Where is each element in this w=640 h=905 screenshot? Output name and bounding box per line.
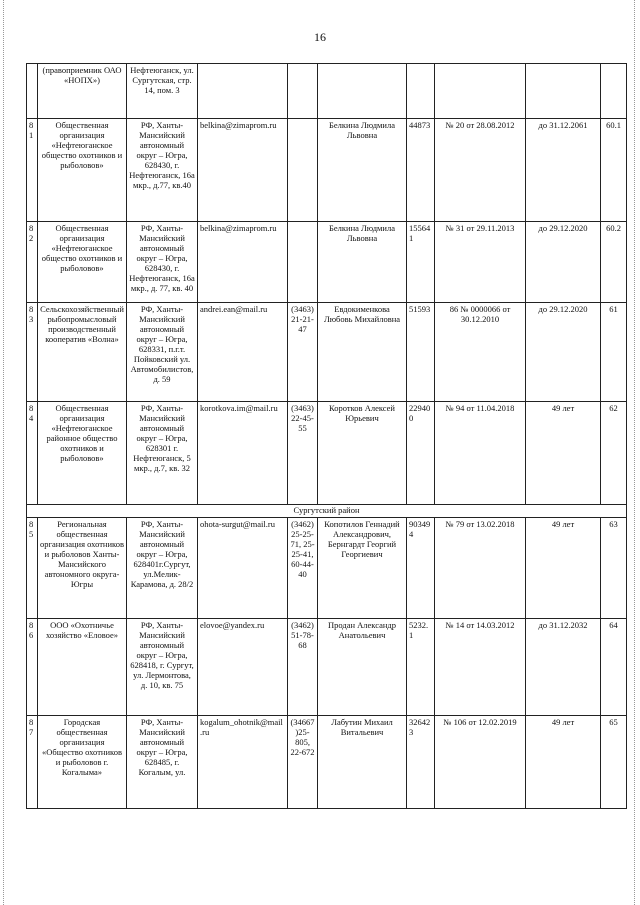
row-number-cell: 85: [27, 518, 38, 619]
legal-address-cell: Нефтеюганск, ул. Сургутская, стр. 14, пом. 3: [127, 64, 198, 119]
area-hectares-cell: 155641: [407, 222, 435, 303]
phone-cell: [288, 222, 318, 303]
table-row: [27, 518, 627, 619]
section-header-group: [27, 505, 627, 518]
left-edge-scan-line: [3, 0, 4, 905]
table-row: [27, 64, 627, 119]
table-body-after-section: [27, 518, 627, 809]
phone-cell: [288, 64, 318, 119]
phone-cell: (3463)21-21-47: [288, 303, 318, 402]
page-number: 16: [314, 30, 326, 44]
row-number-cell: 86: [27, 619, 38, 716]
area-hectares-cell: 326423: [407, 716, 435, 809]
right-edge-scan-line: [634, 0, 635, 905]
director-name-cell: Коротков Алексей Юрьевич: [318, 402, 407, 505]
agreement-term-cell: [526, 64, 601, 119]
section-row: [27, 505, 627, 518]
agreement-number-date-cell: [435, 64, 526, 119]
agreement-term-cell: до 29.12.2020: [526, 303, 601, 402]
organization-name-cell: Общественная организация «Нефтеюганское общество охотников и рыболовов»: [38, 222, 127, 303]
legal-address-cell: РФ, Ханты-Мансийский автономный округ – Югра, 628418, г. Сургут, ул. Лермонтова, д. 10, кв. 75: [127, 619, 198, 716]
phone-cell: (3462) 25-25-71, 25-25-41, 60-44-40: [288, 518, 318, 619]
table-row: [27, 716, 627, 809]
row-number-cell: 82: [27, 222, 38, 303]
legal-address-cell: РФ, Ханты-Мансийский автономный округ – Югра, 628430, г. Нефтеюганск, 16а мкр., д. 77, кв. 40: [127, 222, 198, 303]
organization-name-cell: (правоприемник ОАО «НОПХ»): [38, 64, 127, 119]
director-name-cell: Белкина Людмила Львовна: [318, 222, 407, 303]
organization-name-cell: Общественная организация «Нефтеюганское районное общество охотников и рыболовов»: [38, 402, 127, 505]
legal-address-cell: РФ, Ханты-Мансийский автономный округ – Югра, 628430, г. Нефтеюганск, 16а мкр., д.77, кв.40: [127, 119, 198, 222]
agreement-term-cell: до 31.12.2032: [526, 619, 601, 716]
organization-name-cell: Региональная общественная организация охотников и рыболовов Ханты-Мансийского автономного округа-Югры: [38, 518, 127, 619]
phone-cell: (3462) 51-78-68: [288, 619, 318, 716]
agreement-number-date-cell: 86 № 0000066 от 30.12.2010: [435, 303, 526, 402]
agreement-number-date-cell: № 94 от 11.04.2018: [435, 402, 526, 505]
legal-address-cell: РФ, Ханты-Мансийский автономный округ – Югра, 628301 г. Нефтеюганск, 5 мкр., д.7, кв. 32: [127, 402, 198, 505]
director-name-cell: Продан Александр Анатольевич: [318, 619, 407, 716]
director-name-cell: Белкина Людмила Львовна: [318, 119, 407, 222]
area-hectares-cell: 229400: [407, 402, 435, 505]
phone-cell: [288, 119, 318, 222]
table-row: [27, 402, 627, 505]
agreement-number-date-cell: № 31 от 29.11.2013: [435, 222, 526, 303]
area-hectares-cell: 44873: [407, 119, 435, 222]
agreement-term-cell: 49 лет: [526, 716, 601, 809]
section-title: Сургутский район: [27, 505, 627, 518]
email-cell: andrei.ean@mail.ru: [198, 303, 288, 402]
legal-address-cell: РФ, Ханты-Мансийский автономный округ – Югра, 628485, г. Когалым, ул.: [127, 716, 198, 809]
email-cell: elovoe@yandex.ru: [198, 619, 288, 716]
reference-number-cell: 61: [601, 303, 627, 402]
phone-cell: (3463)22-45-55: [288, 402, 318, 505]
row-number-cell: 81: [27, 119, 38, 222]
phone-cell: (34667)25-805, 22-672: [288, 716, 318, 809]
table-row: [27, 303, 627, 402]
agreement-term-cell: 49 лет: [526, 402, 601, 505]
area-hectares-cell: [407, 64, 435, 119]
email-cell: belkina@zimaprom.ru: [198, 119, 288, 222]
reference-number-cell: 65: [601, 716, 627, 809]
reference-number-cell: 60.2: [601, 222, 627, 303]
agreement-term-cell: до 29.12.2020: [526, 222, 601, 303]
row-number-cell: 87: [27, 716, 38, 809]
organization-name-cell: Городская общественная организация «Общество охотников и рыболовов г. Когалыма»: [38, 716, 127, 809]
row-number-cell: 84: [27, 402, 38, 505]
agreement-term-cell: 49 лет: [526, 518, 601, 619]
registry-table: [26, 63, 627, 809]
agreement-number-date-cell: № 20 от 28.08.2012: [435, 119, 526, 222]
agreement-number-date-cell: № 106 от 12.02.2019: [435, 716, 526, 809]
table-row: [27, 222, 627, 303]
director-name-cell: Лабутин Михаил Витальевич: [318, 716, 407, 809]
row-number-cell: [27, 64, 38, 119]
legal-address-cell: РФ, Ханты-Мансийский автономный округ – Югра, 628401г.Сургут, ул.Мелик-Карамова, д. 28/2: [127, 518, 198, 619]
director-name-cell: Евдокименкова Любовь Михайловна: [318, 303, 407, 402]
row-number-cell: 83: [27, 303, 38, 402]
director-name-cell: Копотилов Геннадий Александрович, Бернгардт Георгий Георгиевич: [318, 518, 407, 619]
reference-number-cell: [601, 64, 627, 119]
table-row: [27, 619, 627, 716]
organization-name-cell: ООО «Охотничье хозяйство «Еловое»: [38, 619, 127, 716]
reference-number-cell: 63: [601, 518, 627, 619]
email-cell: korotkova.im@mail.ru: [198, 402, 288, 505]
email-cell: [198, 64, 288, 119]
legal-address-cell: РФ, Ханты-Мансийский автономный округ – Югра, 628331, п.г.т. Пойковский ул. Автомобилистов, д. 59: [127, 303, 198, 402]
organization-name-cell: Общественная организация «Нефтеюганское общество охотников и рыболовов»: [38, 119, 127, 222]
reference-number-cell: 64: [601, 619, 627, 716]
agreement-number-date-cell: № 14 от 14.03.2012: [435, 619, 526, 716]
email-cell: kogalum_ohotnik@mail.ru: [198, 716, 288, 809]
reference-number-cell: 62: [601, 402, 627, 505]
agreement-term-cell: до 31.12.2061: [526, 119, 601, 222]
email-cell: ohota-surgut@mail.ru: [198, 518, 288, 619]
organization-name-cell: Сельскохозяйственный рыбопромысловый производственный кооператив «Волна»: [38, 303, 127, 402]
email-cell: belkina@zimaprom.ru: [198, 222, 288, 303]
director-name-cell: [318, 64, 407, 119]
table-row: [27, 119, 627, 222]
table-body-before-section: [27, 64, 627, 505]
area-hectares-cell: 51593: [407, 303, 435, 402]
reference-number-cell: 60.1: [601, 119, 627, 222]
area-hectares-cell: 903494: [407, 518, 435, 619]
area-hectares-cell: 5232.1: [407, 619, 435, 716]
agreement-number-date-cell: № 79 от 13.02.2018: [435, 518, 526, 619]
